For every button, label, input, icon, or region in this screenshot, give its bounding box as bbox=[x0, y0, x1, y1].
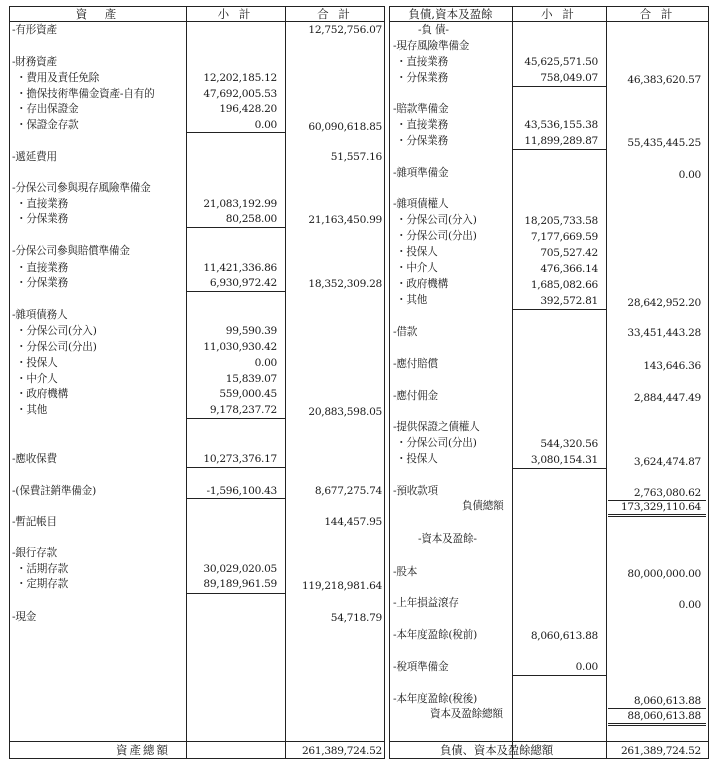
liabilities-header-subtotal: 小 計 bbox=[541, 7, 577, 21]
asset-total: 60,090,618.85 bbox=[308, 121, 382, 133]
total-double-underline bbox=[608, 725, 706, 726]
liability-total: 8,060,613.88 bbox=[633, 695, 701, 707]
asset-label: ・保證金存款 bbox=[16, 119, 79, 131]
capital-grand-total: 88,060,613.88 bbox=[627, 710, 701, 722]
asset-subtotal: 196,428.20 bbox=[219, 103, 277, 115]
asset-subtotal: 0.00 bbox=[254, 357, 277, 369]
liability-label: ・投保人 bbox=[396, 246, 438, 258]
liability-total: 0.00 bbox=[678, 169, 701, 181]
liability-total: 2,884,447.49 bbox=[633, 392, 701, 404]
liability-label: -本年度盈餘(稅前) bbox=[393, 629, 478, 641]
asset-total: 54,718.79 bbox=[330, 612, 382, 624]
subtotal-underline bbox=[187, 467, 285, 468]
asset-label: ・其他 bbox=[16, 404, 48, 416]
liability-label: -現存風險準備金 bbox=[393, 40, 470, 52]
asset-subtotal: 30,029,020.05 bbox=[203, 563, 277, 575]
asset-subtotal: 21,083,192.99 bbox=[203, 198, 277, 210]
liability-label: -借款 bbox=[393, 326, 418, 338]
asset-label: -有形資產 bbox=[12, 24, 57, 36]
asset-label: ・直接業務 bbox=[16, 262, 68, 274]
asset-subtotal: 47,692,005.53 bbox=[203, 88, 277, 100]
total-double-underline bbox=[608, 723, 706, 724]
liability-section-heading: -資本及盈餘- bbox=[418, 533, 477, 545]
asset-total: 20,883,598.05 bbox=[308, 406, 382, 418]
asset-total: 21,163,450.99 bbox=[308, 214, 382, 226]
subtotal-underline bbox=[187, 593, 285, 594]
asset-label: ・擔保技術準備金資產-自有的 bbox=[16, 88, 155, 100]
liability-label: -稅項準備金 bbox=[393, 661, 449, 673]
liability-subtotal: 0.00 bbox=[575, 661, 598, 673]
liability-label: ・其他 bbox=[396, 294, 428, 306]
liability-total: 2,763,080.62 bbox=[633, 487, 701, 499]
liabilities-footer-divider bbox=[389, 741, 709, 742]
asset-total: 12,752,756.07 bbox=[308, 24, 382, 36]
capital-grand-label: 資本及盈餘總額 bbox=[430, 708, 503, 720]
liability-total: 46,383,620.57 bbox=[627, 74, 701, 86]
asset-label: ・定期存款 bbox=[16, 578, 68, 590]
assets-col-divider-1 bbox=[186, 6, 187, 759]
asset-label: ・中介人 bbox=[16, 373, 58, 385]
asset-label: ・直接業務 bbox=[16, 198, 68, 210]
assets-header-total: 合 計 bbox=[317, 7, 353, 21]
liability-total: 33,451,443.28 bbox=[627, 327, 701, 339]
liability-label: -應付佣金 bbox=[393, 390, 438, 402]
asset-subtotal: 15,839.07 bbox=[225, 373, 277, 385]
asset-subtotal: 80,258.00 bbox=[225, 213, 277, 225]
subtotal-underline bbox=[187, 132, 285, 133]
asset-label: ・分保業務 bbox=[16, 213, 68, 225]
liability-total: 0.00 bbox=[678, 599, 701, 611]
asset-label: ・投保人 bbox=[16, 357, 58, 369]
subtotal-underline bbox=[187, 291, 285, 292]
asset-subtotal: 11,030,930.42 bbox=[203, 341, 277, 353]
liability-subtotal: 7,177,669.59 bbox=[530, 231, 598, 243]
assets-footer-divider bbox=[9, 741, 385, 742]
liability-label: -本年度盈餘(稅後) bbox=[393, 693, 478, 705]
asset-subtotal: 559,000.45 bbox=[219, 388, 277, 400]
liability-total: 28,642,952.20 bbox=[627, 297, 701, 309]
liability-total: 3,624,474.87 bbox=[633, 456, 701, 468]
asset-label: -分保公司參與賠償準備金 bbox=[12, 245, 130, 257]
asset-label: -分保公司參與現存風險準備金 bbox=[12, 182, 151, 194]
liability-label: ・分保業務 bbox=[396, 72, 448, 84]
asset-label: ・活期存款 bbox=[16, 563, 68, 575]
subtotal-underline bbox=[187, 227, 285, 228]
asset-label: -暫記帳目 bbox=[12, 516, 57, 528]
liability-subtotal: 8,060,613.88 bbox=[530, 630, 598, 642]
subtotal-underline bbox=[513, 468, 606, 469]
subtotal-underline bbox=[513, 149, 606, 150]
liability-grand-label: 負債總額 bbox=[462, 500, 504, 512]
liability-label: -雜項準備金 bbox=[393, 167, 449, 179]
liability-subtotal: 1,685,082.66 bbox=[530, 279, 598, 291]
liability-subtotal: 544,320.56 bbox=[540, 438, 598, 450]
asset-label: -現金 bbox=[12, 611, 37, 623]
asset-label: ・費用及責任免除 bbox=[16, 72, 100, 84]
asset-label: ・存出保證金 bbox=[16, 103, 79, 115]
asset-total: 144,457.95 bbox=[324, 516, 382, 528]
subtotal-underline bbox=[187, 498, 285, 499]
liability-label: ・直接業務 bbox=[396, 119, 448, 131]
liability-grand-total: 173,329,110.64 bbox=[620, 501, 701, 513]
asset-subtotal: 12,202,185.12 bbox=[203, 72, 277, 84]
asset-label: ・政府機構 bbox=[16, 388, 68, 400]
asset-total: 8,677,275.74 bbox=[314, 485, 382, 497]
asset-label: -(保費註銷準備金) bbox=[12, 485, 97, 497]
asset-label: ・分保業務 bbox=[16, 277, 68, 289]
liability-label: ・中介人 bbox=[396, 262, 438, 274]
assets-header-subtotal: 小 計 bbox=[217, 7, 254, 21]
liabilities-header-divider bbox=[389, 21, 709, 22]
assets-grand-total: 261,389,724.52 bbox=[301, 745, 382, 757]
liabilities-capital-grand-total: 261,389,724.52 bbox=[620, 745, 701, 757]
liability-subtotal: 43,536,155.38 bbox=[524, 119, 598, 131]
total-double-underline bbox=[608, 516, 706, 517]
liability-label: -預收款項 bbox=[393, 485, 438, 497]
asset-label: -應收保費 bbox=[12, 453, 57, 465]
liability-label: -應付賠償 bbox=[393, 358, 438, 370]
assets-col-divider-2 bbox=[285, 6, 286, 759]
liability-label: -股本 bbox=[393, 566, 418, 578]
liability-label: ・分保公司(分出) bbox=[396, 230, 477, 242]
liability-label: ・直接業務 bbox=[396, 56, 448, 68]
liability-label: ・分保公司(分入) bbox=[396, 214, 477, 226]
liability-label: ・分保業務 bbox=[396, 135, 448, 147]
asset-label: -財務資產 bbox=[12, 56, 57, 68]
liability-subtotal: 392,572.81 bbox=[540, 295, 598, 307]
liability-subtotal: 3,080,154.31 bbox=[530, 454, 598, 466]
liability-label: ・分保公司(分出) bbox=[396, 437, 477, 449]
subtotal-underline bbox=[187, 418, 285, 419]
liability-total: 80,000,000.00 bbox=[627, 568, 701, 580]
liability-subtotal: 45,625,571.50 bbox=[524, 56, 598, 68]
subtotal-underline bbox=[513, 86, 606, 87]
asset-total: 18,352,309.28 bbox=[308, 278, 382, 290]
asset-total: 119,218,981.64 bbox=[301, 580, 382, 592]
liability-label: -賠款準備金 bbox=[393, 103, 449, 115]
liabilities-col-divider-1 bbox=[512, 6, 513, 759]
asset-label: ・分保公司(分入) bbox=[16, 325, 97, 337]
total-double-underline bbox=[608, 514, 706, 515]
liabilities-col-divider-2 bbox=[606, 6, 607, 759]
asset-label: -遞延費用 bbox=[12, 151, 57, 163]
liabilities-header-total: 合 計 bbox=[639, 7, 676, 21]
subtotal-underline bbox=[513, 309, 606, 310]
asset-subtotal: 9,178,237.72 bbox=[209, 404, 277, 416]
liability-section-heading: -負 債- bbox=[418, 24, 449, 36]
asset-label: ・分保公司(分出) bbox=[16, 341, 97, 353]
liabilities-capital-grand-label: 負債、資本及盈餘總額 bbox=[440, 743, 553, 757]
assets-header-label: 資 產 bbox=[75, 7, 120, 21]
assets-grand-label: 資產總額 bbox=[116, 743, 170, 757]
asset-subtotal: 6,930,972.42 bbox=[209, 277, 277, 289]
total-underline bbox=[608, 708, 706, 709]
asset-subtotal: -1,596,100.43 bbox=[206, 485, 277, 497]
liability-label: -雜項債權人 bbox=[393, 198, 449, 210]
subtotal-underline bbox=[513, 675, 606, 676]
asset-subtotal: 10,273,376.17 bbox=[203, 453, 277, 465]
asset-subtotal: 99,590.39 bbox=[225, 325, 277, 337]
assets-header-divider bbox=[9, 21, 385, 22]
asset-subtotal: 11,421,336.86 bbox=[203, 262, 277, 274]
liability-label: -上年損益滾存 bbox=[393, 597, 459, 609]
liability-subtotal: 18,205,733.58 bbox=[524, 215, 598, 227]
liability-subtotal: 476,366.14 bbox=[540, 263, 598, 275]
asset-subtotal: 0.00 bbox=[254, 119, 277, 131]
liability-label: ・投保人 bbox=[396, 453, 438, 465]
asset-total: 51,557.16 bbox=[330, 151, 382, 163]
asset-label: -雜項債務人 bbox=[12, 309, 68, 321]
liabilities-header-label: 負債,資本及盈餘 bbox=[408, 7, 493, 21]
asset-subtotal: 89,189,961.59 bbox=[203, 578, 277, 590]
liability-subtotal: 758,049.07 bbox=[540, 72, 598, 84]
liability-label: -提供保證之債權人 bbox=[393, 421, 480, 433]
liability-label: ・政府機構 bbox=[396, 278, 448, 290]
asset-label: -銀行存款 bbox=[12, 547, 57, 559]
liability-subtotal: 11,899,289.87 bbox=[524, 135, 598, 147]
liability-total: 143,646.36 bbox=[643, 360, 701, 372]
liability-subtotal: 705,527.42 bbox=[540, 247, 598, 259]
liability-total: 55,435,445.25 bbox=[627, 137, 701, 149]
